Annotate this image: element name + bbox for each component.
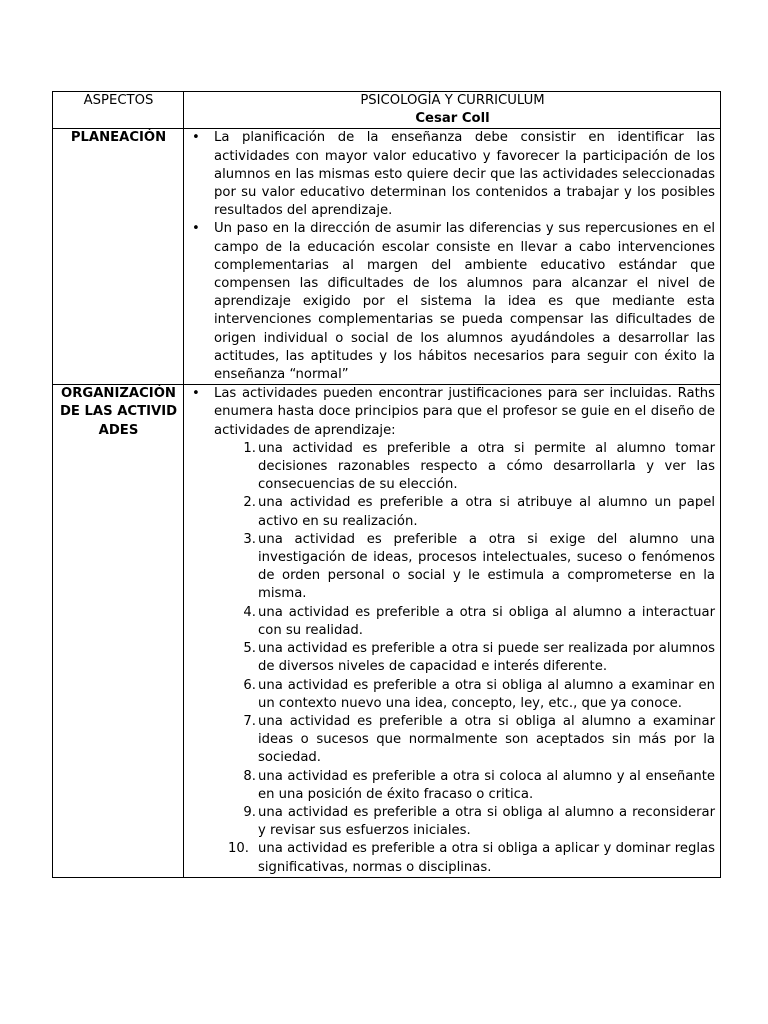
- header-author: Cesar Coll: [415, 111, 490, 127]
- content-cell-planeacion: [184, 129, 721, 385]
- content-cell-organizacion: [184, 385, 721, 877]
- table-row: [53, 129, 721, 385]
- table-header-row: [53, 92, 721, 129]
- list-item-text: una actividad es preferible a otra si atribuye al alumno un papel activo en su realización.: [258, 495, 715, 529]
- aspect-cell-organizacion: [53, 385, 184, 877]
- list-item-text: una actividad es preferible a otra si coloca al alumno y al enseñante en una posición de éxito fracaso o critica.: [258, 768, 715, 802]
- list-number: 9.: [243, 804, 256, 820]
- list-item: [243, 768, 715, 804]
- list-item: [243, 440, 715, 495]
- list-item: [243, 640, 715, 676]
- list-item-text: una actividad es preferible a otra si obliga a aplicar y dominar reglas significativas, normas o disciplinas.: [258, 841, 715, 875]
- list-item: [243, 713, 715, 768]
- list-number: 7.: [243, 713, 256, 729]
- list-item: [243, 804, 715, 840]
- list-item-text: una actividad es preferible a otra si permite al alumno tomar decisiones razonables respecto a cómo desarrollarla y ver las consecuencias de su elección.: [258, 440, 715, 493]
- bullet-item: [214, 220, 715, 384]
- bullet-text: • Un paso en la dirección de asumir las diferencias y sus repercusiones en el campo de la educación escolar consiste en llevar a cabo intervenciones complementarias al margen del ambiente educativo estándar que compensen las dificultades de los alumnos para alcanzar el nivel de aprendizaje exigido por el sistema la idea es que mediante esta intervenciones complementarias se pueda compensar las dificultades de origen individual o social de los alumnos ayudándoles a desarrollar las actitudes, las aptitudes y los hábitos necesarios para seguir con éxito la enseñanza “normal”: [214, 221, 715, 383]
- list-number: 1.: [243, 440, 256, 456]
- list-number: 10.: [228, 841, 249, 857]
- header-topic: [184, 92, 721, 129]
- list-item: [243, 531, 715, 604]
- list-item-text: una actividad es preferible a otra si obliga al alumno a examinar ideas o sucesos que normalmente son aceptados sin más por la sociedad.: [258, 713, 715, 766]
- header-title: PSICOLOGÍA Y CURRICULUM: [360, 93, 545, 108]
- list-item-text: una actividad es preferible a otra si exige del alumno una investigación de ideas, procesos intelectuales, suceso o fenómenos de orden personal o social y le estimula a comprometerse en la misma.: [258, 531, 715, 602]
- list-number: 2.: [243, 495, 256, 511]
- list-number: 4.: [243, 604, 256, 620]
- comparison-table: [52, 91, 721, 878]
- list-item: [243, 494, 715, 530]
- aspect-label: PLANEACIÓN: [70, 130, 167, 146]
- bullet-text: • La planificación de la enseñanza debe consistir en identificar las actividades con mayor valor educativo y favorecer la participación de los alumnos en las mismas esto quiere decir que las actividades seleccionadas por su valor educativo determinan los contenidos a trabajar y los posibles resultados del aprendizaje.: [214, 130, 715, 219]
- table-row: [53, 385, 721, 877]
- list-item-text: una actividad es preferible a otra si obliga al alumno a examinar en un contexto nuevo una idea, concepto, ley, etc., que ya conoce.: [258, 677, 715, 711]
- bullet-text: • Las actividades pueden encontrar justificaciones para ser incluidas. Raths enumera hasta doce principios para que el profesor se guie en el diseño de actividades de aprendizaje:: [214, 386, 715, 438]
- header-aspectos-label: ASPECTOS: [83, 93, 154, 108]
- bullet-item: [214, 129, 715, 220]
- list-item-text: una actividad es preferible a otra si obliga al alumno a interactuar con su realidad.: [258, 604, 715, 638]
- list-number: 3.: [243, 531, 256, 547]
- bullet-list: [190, 129, 715, 384]
- principles-list: [214, 440, 715, 877]
- bullet-list: [190, 385, 715, 876]
- list-item: [243, 677, 715, 713]
- bullet-item: [214, 385, 715, 876]
- list-number: 6.: [243, 677, 256, 693]
- list-item: [243, 604, 715, 640]
- header-aspectos: [53, 92, 184, 129]
- aspect-cell-planeacion: [53, 129, 184, 385]
- aspect-label: ORGANIZACIÓN DE LAS ACTIVIDADES: [59, 386, 178, 438]
- list-item: [228, 840, 715, 876]
- list-item-text: una actividad es preferible a otra si puede ser realizada por alumnos de diversos niveles de capacidad e interés diferente.: [258, 641, 715, 675]
- list-number: 5.: [243, 641, 256, 657]
- list-item-text: una actividad es preferible a otra si obliga al alumno a reconsiderar y revisar sus esfuerzos iniciales.: [258, 804, 715, 839]
- list-number: 8.: [243, 768, 256, 784]
